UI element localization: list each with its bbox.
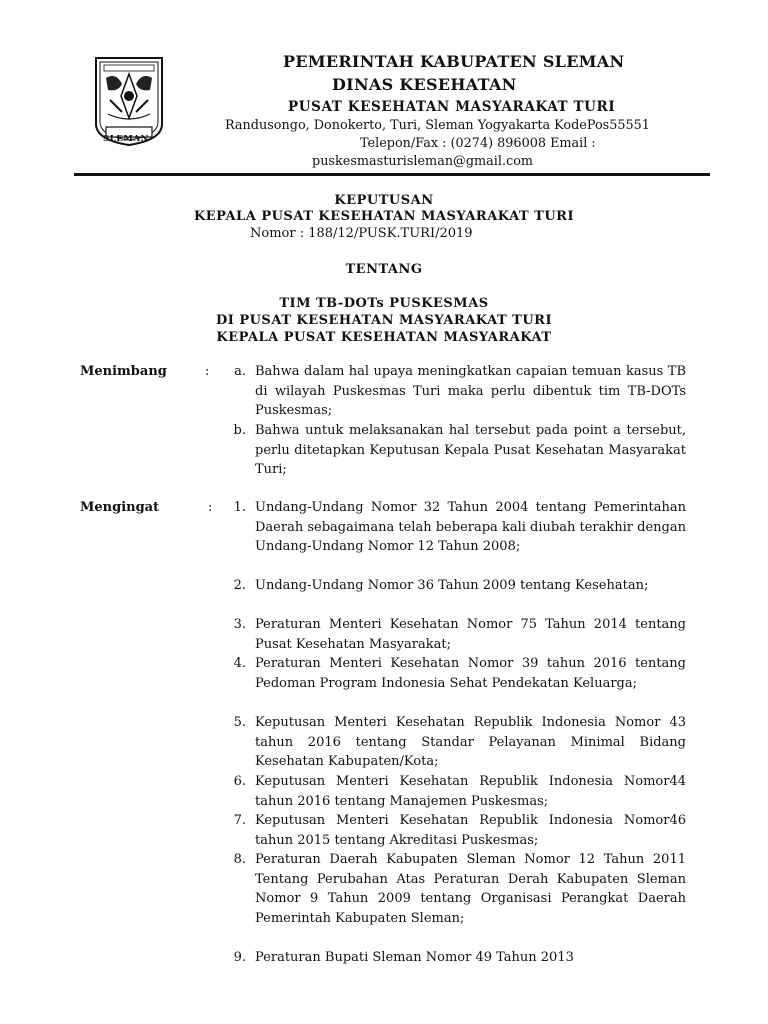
item-number: 8. [233, 852, 246, 867]
item-text: Peraturan Menteri Kesehatan Nomor 39 tahun 2016 tentang Pedoman Program Indonesia Sehat Pendekatan Keluarga; [255, 656, 686, 691]
letterhead-address: Randusongo, Donokerto, Turi, Sleman Yogyakarta KodePos55551 [225, 118, 650, 133]
item-text: Keputusan Menteri Kesehatan Republik Indonesia Nomor44 tahun 2016 tentang Manajemen Puskesmas; [255, 774, 686, 809]
item-text: Peraturan Menteri Kesehatan Nomor 75 Tahun 2014 tentang Pusat Kesehatan Masyarakat; [255, 617, 686, 652]
item-text: Peraturan Bupati Sleman Nomor 49 Tahun 2013 [255, 950, 574, 965]
item-text: Bahwa dalam hal upaya meningkatkan capaian temuan kasus TB di wilayah Puskesmas Turi maka perlu dibentuk tim TB-DOTs Puskesmas; [255, 364, 686, 419]
mengingat-colon: : [208, 500, 213, 515]
item-number: b. [233, 423, 246, 438]
subject-line-2: DI PUSAT KESEHATAN MASYARAKAT TURI [215, 313, 553, 328]
logo-label: SLEMAN [103, 134, 149, 144]
item-number: 6. [233, 774, 246, 789]
letterhead-email: puskesmasturisleman@gmail.com [312, 154, 534, 169]
tentang-heading: TENTANG [345, 262, 423, 277]
item-text: Peraturan Daerah Kabupaten Sleman Nomor 12 Tahun 2011 Tentang Perubahan Atas Peraturan Derah Kabupaten Sleman Nomor 9 Tahun 2009 tentang Organisasi Perangkat Daerah Pemerintah Kabupaten Sleman; [255, 852, 686, 926]
subject-line-3: KEPALA PUSAT KESEHATAN MASYARAKAT [216, 330, 552, 345]
subject-line-1: TIM TB-DOTs PUSKESMAS [279, 296, 489, 311]
menimbang-item [220, 362, 686, 421]
item-number: 7. [233, 813, 246, 828]
letterhead-divider [74, 173, 710, 176]
item-text: Bahwa untuk melaksanakan hal tersebut pada point a tersebut, perlu ditetapkan Keputusan Kepala Pusat Kesehatan Masyarakat Turi; [255, 423, 686, 478]
item-number: 1. [233, 500, 246, 515]
letterhead-institution: PUSAT KESEHATAN MASYARAKAT TURI [288, 99, 616, 115]
item-number: 4. [233, 656, 246, 671]
mengingat-item [220, 654, 686, 693]
mengingat-item [220, 948, 686, 968]
menimbang-item [220, 421, 686, 480]
menimbang-colon: : [205, 364, 210, 379]
mengingat-item [220, 615, 686, 654]
item-number: a. [234, 364, 246, 379]
item-number: 2. [233, 578, 246, 593]
decision-issuer: KEPALA PUSAT KESEHATAN MASYARAKAT TURI [193, 209, 575, 224]
decision-number: Nomor : 188/12/PUSK.TURI/2019 [250, 226, 473, 241]
item-text: Undang-Undang Nomor 36 Tahun 2009 tentang Kesehatan; [255, 578, 649, 593]
item-text: Keputusan Menteri Kesehatan Republik Indonesia Nomor46 tahun 2015 tentang Akreditasi Puskesmas; [255, 813, 686, 848]
item-text: Keputusan Menteri Kesehatan Republik Indonesia Nomor 43 tahun 2016 tentang Standar Pelayanan Minimal Bidang Kesehatan Kabupaten/Kota; [255, 715, 686, 770]
decision-heading: KEPUTUSAN [334, 193, 434, 208]
menimbang-label: Menimbang [80, 364, 167, 379]
mengingat-item [220, 713, 686, 772]
letterhead-department: DINAS KESEHATAN [332, 75, 517, 94]
mengingat-item [220, 576, 686, 596]
mengingat-item [220, 850, 686, 928]
mengingat-item [220, 498, 686, 557]
letterhead-government: PEMERINTAH KABUPATEN SLEMAN [283, 52, 625, 71]
item-number: 5. [233, 715, 246, 730]
item-text: Undang-Undang Nomor 32 Tahun 2004 tentang Pemerintahan Daerah sebagaimana telah beberapa kali diubah terakhir dengan Undang-Undang Nomor 12 Tahun 2008; [255, 500, 686, 555]
mengingat-label: Mengingat [80, 500, 160, 515]
mengingat-item [220, 811, 686, 850]
mengingat-item [220, 772, 686, 811]
item-number: 9. [233, 950, 246, 965]
item-number: 3. [233, 617, 246, 632]
letterhead-phone: Telepon/Fax : (0274) 896008 Email : [360, 136, 596, 151]
